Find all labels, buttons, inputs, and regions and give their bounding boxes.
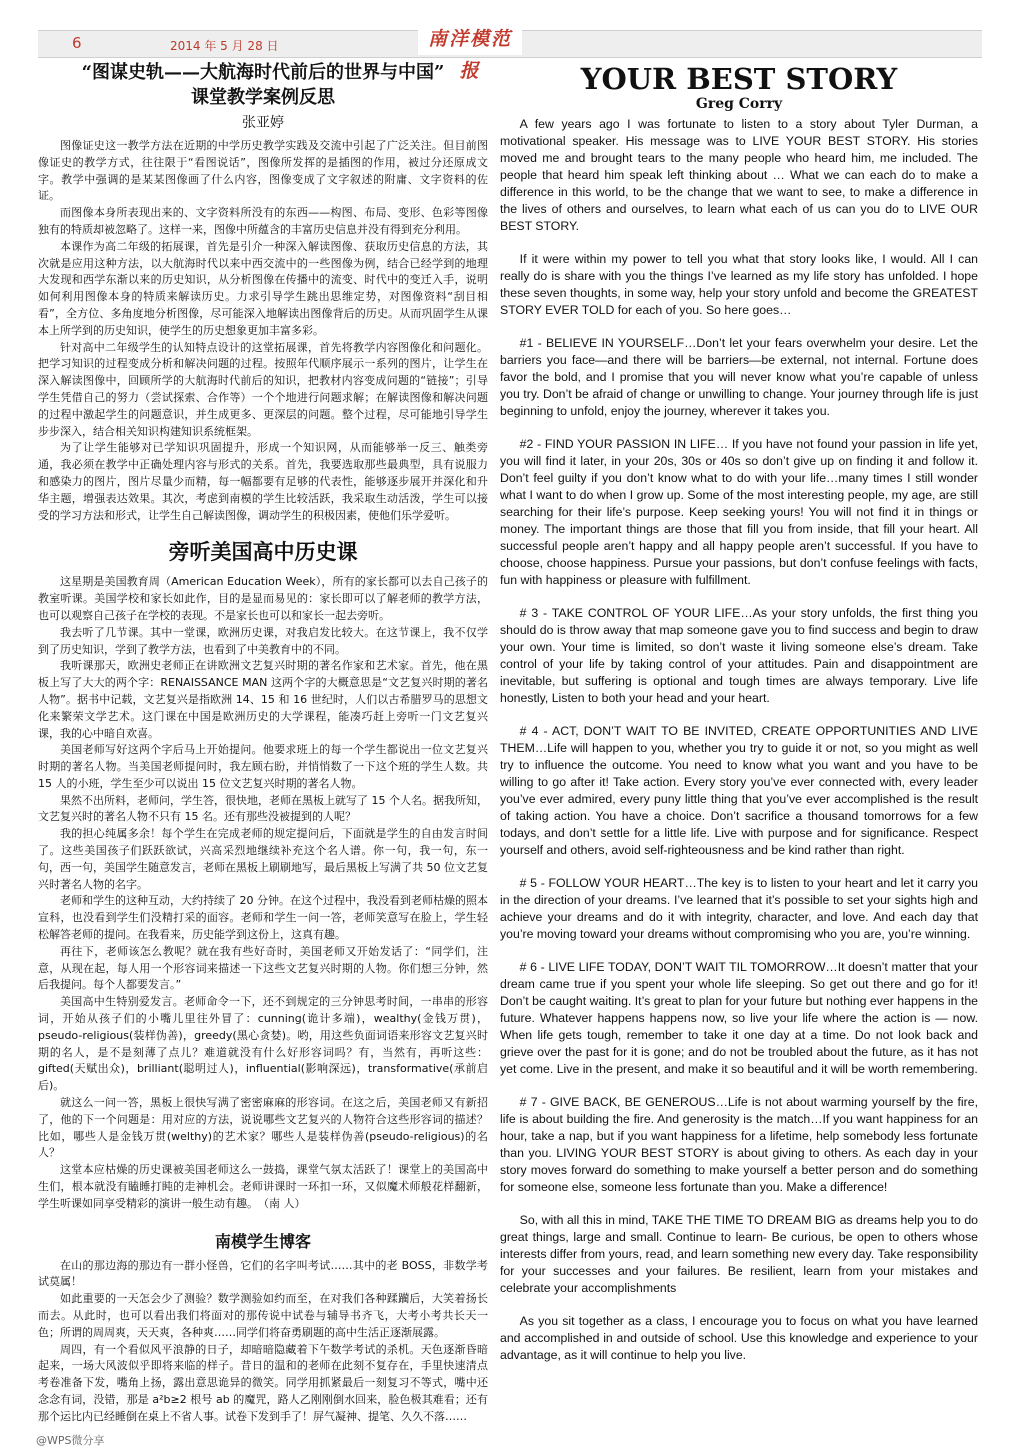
article-us-history-class bbox=[38, 536, 488, 1212]
english-paragraph: #1 - BELIEVE IN YOURSELF…Don’t let your fears overwhelm your desire. Let the barriers you face—and there will be barriers—be external, not internal. Fortune does favor the bold, and I promise that you will never know what you’re capable of unless you try. Don’t be afraid of change or unwilling to change. Your journey through life is just beginning to unfold, enjoy the journey, wherever it takes you. bbox=[500, 336, 978, 418]
article1-paragraph: 针对高中二年级学生的认知特点设计的这堂拓展课，首先将教学内容图像化和问题化。把学习知识的过程变成分析和解决问题的过程。按照年代顺序展示一系列的图片，让学生在深入解读图像中，回顾所学的大航海时代前后的知识，把教材内容变成问题的“链接”；引导学生凭借自己的努力（尝试探索、合作等）一个个地进行问题求解；在解读图像和解决问题的过程中激起学生的问题意识，并生成更多、更深层的问题。整个过程，尽可能地引导学生步步深入，结合相关知识构建知识系统框架。 bbox=[38, 340, 488, 438]
english-paragraph: # 6 - LIVE LIFE TODAY, DON’T WAIT TIL TOMORROW…It doesn’t matter that your dream came true if you spent your whole life sleeping. So get out there and go for it! Don’t be caught waiting. It’s great to plan for your future but nothing ever happens in the future. Whatever happens happens now, so live your life where the action is — now. When life gets tough, remember to take it one day at a time. Do not look back and grieve over the past for it is gone; and do not be troubled about the future, as it has not yet come. Live in the present, and make it so beautiful and it will be worth remembering. bbox=[500, 960, 978, 1076]
article1-title-line2: 课堂教学案例反思 bbox=[191, 87, 335, 108]
english-paragraph: # 3 - TAKE CONTROL OF YOUR LIFE…As your story unfolds, the first thing you should do is throw away that map someone gave you to find success and begin to draw your own. Your time is limited, so don’t waste it living someone else’s dream. Take control of your life by taking control of your attitudes. Pain and disappointment are inevitable, but suffering is optional and tough times are always temporary. Live life honestly, Listen to both your head and your heart. bbox=[500, 606, 978, 705]
english-paragraph: # 5 - FOLLOW YOUR HEART…The key is to listen to your heart and let it carry you in the direction of your dreams. I’ve learned that it’s possible to set your sights high and achieve your dreams and do it with integrity, character, and love. And each day that you’re moving toward your dreams without compromising who you are, you’re winning. bbox=[500, 876, 978, 941]
article2-paragraph: 我去听了几节课。其中一堂课，欧洲历史课，对我启发比较大。在这节课上，我不仅学到了历史知识，学到了教学方法，也看到了中美教育中的不同。 bbox=[38, 625, 488, 656]
newspaper-logo-text: 南洋模范报 bbox=[427, 28, 512, 82]
english-paragraph: As you sit together as a class, I encourage you to focus on what you have learned and accomplished in and outside of school. Use this knowledge and experience to your advantage, as it will continue to help you live. bbox=[500, 1314, 978, 1362]
article2-paragraph: 我的担心纯属多余！每个学生在完成老师的规定提问后，下面就是学生的自由发言时间了。这些美国孩子们跃跃欲试，兴高采烈地继续补充这个名人谱。你一句，我一句，东一句，西一句，美国学生随意发言，老师在黑板上刷刷地写，最后黑板上写满了共 50 位文艺复兴时著名人物的名字。 bbox=[38, 827, 488, 891]
english-paragraph: # 7 - GIVE BACK, BE GENEROUS…Life is not about warming yourself by the fire, life is about building the fire. And generosity is the match…If you want happiness for an hour, take a nap, but if you want happiness for a lifetime, help somebody less fortunate than you. LIVING YOUR BEST STORY is about giving to others. As each day in your story moves forward do something to make yourself a better person and do something for someone else, someone less fortunate than you. Make a difference! bbox=[500, 1095, 978, 1194]
article2-paragraph: 这星期是美国教育周（American Education Week），所有的家长都可以去自己孩子的教室听课。美国学校和家长如此作，目的是显而易见的：家长即可以了解老师的教学方法，也可以观察自己孩子在学校的表现。不是家长也可以和家长一起去旁听。 bbox=[38, 575, 488, 622]
right-column bbox=[500, 60, 978, 1430]
english-article-author: Greg Corry bbox=[695, 96, 783, 112]
page-number: 6 bbox=[72, 34, 82, 52]
english-paragraph: A few years ago I was fortunate to listen to a story about Tyler Durman, a motivational speaker. His message was to LIVE YOUR BEST STORY. His stories moved me and brought tears to the many people who heard him, me included. The people that heard him speak left thinking about … What we can each do to make a difference in this world, to be the change that we want to see, to make a difference in the lives of others and ourselves, to learn what each of us can you do to LIVE OUR BEST STORY. bbox=[500, 117, 978, 233]
english-article-title: YOUR BEST STORY bbox=[580, 62, 898, 96]
article2-paragraph: 这堂本应枯燥的历史课被美国老师这么一鼓捣，课堂气氛太活跃了！课堂上的美国高中生们，根本就没有瞌睡打盹的走神机会。老师讲课时一环扣一环，又似魔术师般花样翻新，学生听课如同享受精彩的演讲一般生动有趣。 （南 人） bbox=[38, 1163, 488, 1210]
english-paragraph: So, with all this in mind, TAKE THE TIME TO DREAM BIG as dreams help you to do great things, large and small. Continue to learn- Be curious, be open to others whose interests differ from yours, read, and learn something new every day. Take responsibility for your successes and your failures. Be resilient, learn from your mistakes and celebrate your accomplishments bbox=[500, 1213, 978, 1295]
article-history-images bbox=[38, 60, 488, 524]
article1-paragraph: 而图像本身所表现出来的、文字资料所没有的东西——构图、布局、变形、色彩等图像独有的特质却被忽略了。这样一来，图像中所蕴含的丰富历史信息并没有得到充分利用。 bbox=[38, 206, 488, 236]
article2-paragraph: 果然不出所料，老师问，学生答，很快地，老师在黑板上就写了 15 个人名。据我所知，文艺复兴时的著名人物不只有 15 名。还有那些没被提到的人呢？ bbox=[38, 793, 488, 824]
article3-paragraph: 在山的那边海的那边有一群小怪兽，它们的名字叫考试……其中的老 BOSS，非数学考试莫属！ bbox=[38, 1258, 488, 1289]
english-paragraph: If it were within my power to tell you what that story looks like, I would. All I can really do is share with you the things I’ve learned as my life story has unfolded. I hope these seven thoughts, in some way, help your story unfold and become the GREATEST STORY EVER TOLD for each of you. So here goes… bbox=[500, 252, 978, 317]
article1-title-line1: “图谋史轨——大航海时代前后的世界与中国” bbox=[81, 62, 445, 83]
article-student-blog bbox=[38, 1229, 488, 1426]
left-column bbox=[38, 60, 488, 1430]
article2-paragraph: 美国高中生特别爱发言。老师命令一下，还不到规定的三分钟思考时间，一串串的形容词，开始从孩子们的小嘴儿里往外冒了：cunning(诡计多端)，wealthy(金钱万贯)，pseudo-religious(装样伪善)，greedy(黑心贪婪)。哟，用这些负面词语来形容文艺复兴时期的名人，是不是刻薄了点儿？难道就没有什么好形容词吗？有，当然有，再听这些：gifted(天赋出众)，brilliant(聪明过人)，influential(影响深远)，transformative(承前启后)。 bbox=[38, 995, 488, 1093]
article3-paragraph: 周四，有一个看似风平浪静的日子，却暗暗隐藏着下午数学考试的杀机。天色逐渐昏暗起来，一场大风波似乎即将来临的样子。昔日的温和的老师在此刻不复存在，手里快速清点考卷准备下发，嘴角上扬，露出意思诡异的微笑。同学用抓紧最后一刻复习不等式，嘴中还念念有词，没错，那是 a²b≥2 根号 ab 的魔咒，路人乙刚刚倒水回来，脸色极其难看；还有那个运比内已经睡倒在桌上不省人事。试卷下发到手了！屏气凝神、提笔、久久不落…… bbox=[38, 1342, 488, 1423]
article2-paragraph: 我听课那天，欧洲史老师正在讲欧洲文艺复兴时期的著名作家和艺术家。首先，他在黑板上写了大大的两个字：RENAISSANCE MAN 这两个字的大概意思是“文艺复兴时期的著名人物”。据书中记载，文艺复兴是指欧洲 14、15 和 16 世纪时，人们以古希腊罗马的思想文化来繁荣文学艺术。这门课在中国是欧洲历史的大学课程，能凑巧赶上旁听一门文艺复兴课，我的心中暗自欢喜。 bbox=[38, 659, 488, 740]
article2-paragraph: 再往下，老师该怎么教呢？就在我有些好奇时，美国老师又开始发话了：“同学们，注意，从现在起，每人用一个形容词来描述一下这些文艺复兴时期的人物。你们想三分钟，然后我提问。每个人都要发言。” bbox=[38, 944, 488, 992]
english-paragraph: #2 - FIND YOUR PASSION IN LIFE… If you have not found your passion in life yet, you will find it later, in your 20s, 30s or 40s so don’t give up on finding it and follow it. Don’t feel guilty if you don’t know what to do with your life…many times I still wonder what I want to do when I grow up. Some of the most interesting people, my age, are still searching for their life’s purpose. Keep seeking yours! You will not find it in things or money. The important things are those that fill you from inside, that fill your heart. All successful people aren’t happy and all happy people aren’t successful. If you have to choose, choose happiness. Pursue your passions, but don’t confuse feelings with facts, fun with happiness or pleasure with fulfillment. bbox=[500, 437, 978, 587]
article1-author: 张亚婷 bbox=[242, 115, 284, 131]
newspaper-logo bbox=[418, 23, 522, 82]
article2-paragraph: 就这么一问一答，黑板上很快写满了密密麻麻的形容词。在这之后，美国老师又有新招了，他的下一个问题是：用对应的方法，说说哪些文艺复兴的人物符合这些形容词的描述？比如，哪些人是金钱万贯(welthy)的艺术家？哪些人是装样伪善(pseudo-religious)的名人？ bbox=[38, 1096, 488, 1160]
article2-paragraph: 老师和学生的这种互动，大约持续了 20 分钟。在这个过程中，我没看到老师枯燥的照本宣科，也没看到学生们没精打采的面容。老师和学生一问一答，老师笑意写在脸上，学生轻松解答老师的提问。在我看来，历史能学到这份上，这真有趣。 bbox=[38, 894, 488, 942]
article1-paragraph: 图像证史这一教学方法在近期的中学历史教学实践及交流中引起了广泛关注。但目前图像证史的教学方式，往往限于“看图说话”，图像所发挥的是插图的作用，被过分还原成文字。教学中强调的是某某图像画了什么内容，图像变成了文字叙述的附庸、文字资料的佐证。 bbox=[38, 139, 488, 203]
wps-share-watermark: @WPS微分享 bbox=[36, 1434, 105, 1447]
issue-date: 2014 年 5 月 28 日 bbox=[170, 39, 279, 53]
english-paragraph: # 4 - ACT, DON’T WAIT TO BE INVITED, CREATE OPPORTUNITIES AND LIVE THEM…Life will happen to you, whether you try to guide it or not, so you might as well try to influence the outcome. You need to know what you want and you have to be willing to go after it! Take action. Every story you’ve ever connected with, every leader you’ve ever admired, every puny little thing that you’ve ever accomplished is the result of taking action. You have a choice. Don’t sacrifice a thousand tomorrows for a few todays, and don’t settle for a little life. Live with purpose and for significance. Respect yourself and others, avoid self-righteousness and be kind rather than right. bbox=[500, 724, 978, 857]
article2-paragraph: 美国老师写好这两个字后马上开始提问。他要求班上的每一个学生都说出一位文艺复兴时期的著名人物。当美国老师提问时，我左顾右盼，并悄悄数了一下这个班的学生人数。共 15 人的小班，学生至少可以说出 15 位文艺复兴时期的著名人物。 bbox=[38, 743, 488, 790]
article2-title: 旁听美国高中历史课 bbox=[168, 539, 358, 565]
article3-paragraph: 如此重要的一天怎会少了测验？数学测验如约而至，在对我们各种蹂躏后，大笑着扬长而去。从此时，也可以看出我们将面对的那传说中试卷与辅导书齐飞，大考小考共长天一色；所谓的周周爽，天天爽，各种爽……同学们将奋勇刷题的高中生活正逐渐展露。 bbox=[38, 1292, 488, 1339]
article1-paragraph: 为了让学生能够对已学知识巩固提升，形成一个知识网，从而能够举一反三、触类旁通，我必须在教学中正确处理内容与形式的关系。首先，我要选取那些最典型，具有说服力和感染力的图片，图片尽量少而精，每一幅都要有足够的代表性，能够逐步展开并深化和升华主题，增强表达效果。其次，考虑到南模的学生比较活跃，我采取生动活泼，学生可以接受的学习方法和形式，让学生自己解读图像，调动学生的积极因素，使他们乐学爱听。 bbox=[38, 441, 488, 522]
article1-paragraph: 本课作为高二年级的拓展课，首先是引介一种深入解读图像、获取历史信息的方法，其次就是应用这种方法，以大航海时代以来中西交流中的一些图像为例，结合已经学到的地理大发现和西学东渐以来的历史知识，从分析图像在传播中的流变、时代中的变迁入手，说明如何利用图像本身的特质来解读历史。力求引导学生跳出思维定势，对图像资料“刮目相看”，全方位、多角度地分析图像，尽可能深入地解读出图像背后的历史。从而巩固学生从课本上所学到的历史知识，使学生的历史想象更加丰富多彩。 bbox=[38, 239, 488, 337]
article3-title: 南模学生博客 bbox=[214, 1231, 311, 1251]
